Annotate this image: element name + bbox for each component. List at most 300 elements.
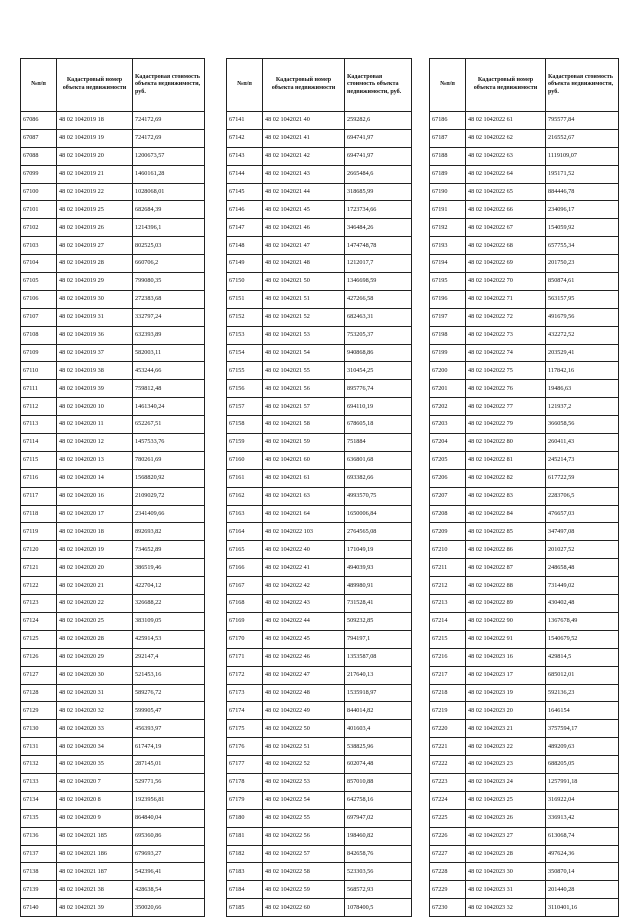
table-row — [430, 809, 619, 827]
cadastral-number: 48 02 1042022 40 — [263, 541, 345, 559]
row-number: 67212 — [430, 577, 466, 595]
cadastral-number: 48 02 1042022 50 — [263, 720, 345, 738]
cadastral-value: 117842,16 — [546, 362, 619, 380]
row-number: 67133 — [21, 773, 57, 791]
table-row — [430, 702, 619, 720]
cadastral-value: 795577,84 — [546, 112, 619, 130]
cadastral-number: 48 02 1042022 51 — [263, 738, 345, 756]
row-number: 67130 — [21, 720, 57, 738]
cadastral-number: 48 02 1042021 61 — [263, 469, 345, 487]
table-row — [21, 630, 205, 648]
cadastral-number: 48 02 1042020 32 — [57, 702, 133, 720]
table-row — [430, 434, 619, 452]
cadastral-number: 48 02 1042022 57 — [263, 845, 345, 863]
row-number: 67223 — [430, 773, 466, 791]
row-number: 67141 — [227, 112, 263, 130]
row-number: 67197 — [430, 308, 466, 326]
table-row — [21, 666, 205, 684]
cadastral-value: 201440,28 — [546, 881, 619, 899]
cadastral-value: 753205,37 — [345, 326, 412, 344]
table-row — [21, 827, 205, 845]
table-row — [21, 791, 205, 809]
table-row — [227, 899, 412, 917]
table-row — [227, 827, 412, 845]
cadastral-number: 48 02 1042021 45 — [263, 201, 345, 219]
row-number: 67140 — [21, 899, 57, 917]
table-row — [430, 416, 619, 434]
cadastral-number: 48 02 1042022 87 — [466, 559, 546, 577]
cadastral-number: 48 02 1042021 46 — [263, 219, 345, 237]
table-row — [430, 773, 619, 791]
cadastral-value: 657755,34 — [546, 237, 619, 255]
cadastral-number: 48 02 1042023 17 — [466, 666, 546, 684]
cadastral-number: 48 02 1042020 9 — [57, 809, 133, 827]
table-row — [227, 756, 412, 774]
table-row — [430, 165, 619, 183]
header-num: №п/п — [21, 59, 57, 112]
table-row — [430, 344, 619, 362]
header-cadastral: Кадастровый номер объекта недвижимости — [466, 59, 546, 112]
table-row — [430, 791, 619, 809]
table-row — [21, 756, 205, 774]
cadastral-number: 48 02 1042020 12 — [57, 434, 133, 452]
cadastral-number: 48 02 1042021 185 — [57, 827, 133, 845]
table-row — [21, 434, 205, 452]
cadastral-value: 272383,68 — [133, 290, 205, 308]
table-row — [430, 326, 619, 344]
cadastral-number: 48 02 1042019 37 — [57, 344, 133, 362]
cadastral-number: 48 02 1042022 67 — [466, 219, 546, 237]
cadastral-value: 599905,47 — [133, 702, 205, 720]
table-header-row — [430, 59, 619, 112]
cadastral-value: 422704,12 — [133, 577, 205, 595]
table-row — [21, 255, 205, 273]
row-number: 67153 — [227, 326, 263, 344]
cadastral-value: 1346698,59 — [345, 273, 412, 291]
row-number: 67221 — [430, 738, 466, 756]
table-row — [227, 809, 412, 827]
table-row — [21, 183, 205, 201]
cadastral-number: 48 02 1042021 51 — [263, 290, 345, 308]
row-number: 67125 — [21, 630, 57, 648]
cadastral-number: 48 02 1042021 50 — [263, 273, 345, 291]
cadastral-value: 316922,04 — [546, 791, 619, 809]
row-number: 67126 — [21, 648, 57, 666]
row-number: 67222 — [430, 756, 466, 774]
cadastral-number: 48 02 1042022 52 — [263, 756, 345, 774]
table-row — [227, 129, 412, 147]
table-row — [227, 451, 412, 469]
cadastral-value: 1367678,49 — [546, 612, 619, 630]
cadastral-number: 48 02 1042020 34 — [57, 738, 133, 756]
cadastral-value: 688205,05 — [546, 756, 619, 774]
row-number: 67088 — [21, 147, 57, 165]
row-number: 67151 — [227, 290, 263, 308]
table-row — [430, 630, 619, 648]
cadastral-value: 509232,85 — [345, 612, 412, 630]
row-number: 67119 — [21, 523, 57, 541]
table-row — [227, 201, 412, 219]
cadastral-value: 751884 — [345, 434, 412, 452]
cadastral-value: 217640,13 — [345, 666, 412, 684]
table-row — [227, 881, 412, 899]
cadastral-number: 48 02 1042021 58 — [263, 416, 345, 434]
table-row — [21, 881, 205, 899]
cadastral-value: 1078400,5 — [345, 899, 412, 917]
row-number: 67164 — [227, 523, 263, 541]
cadastral-value: 694110,19 — [345, 398, 412, 416]
table-row — [430, 756, 619, 774]
cadastral-value: 2109029,72 — [133, 487, 205, 505]
row-number: 67129 — [21, 702, 57, 720]
cadastral-value: 694741,97 — [345, 147, 412, 165]
table-row — [227, 523, 412, 541]
cadastral-number: 48 02 1042020 20 — [57, 559, 133, 577]
cadastral-value: 592136,23 — [546, 684, 619, 702]
row-number: 67215 — [430, 630, 466, 648]
row-number: 67107 — [21, 308, 57, 326]
cadastral-number: 48 02 1042021 57 — [263, 398, 345, 416]
cadastral-number: 48 02 1042022 70 — [466, 273, 546, 291]
table-row — [21, 899, 205, 917]
row-number: 67169 — [227, 612, 263, 630]
cadastral-value: 678605,18 — [345, 416, 412, 434]
row-number: 67176 — [227, 738, 263, 756]
cadastral-number: 48 02 1042021 186 — [57, 845, 133, 863]
cadastral-number: 48 02 1042019 27 — [57, 237, 133, 255]
table-row — [227, 541, 412, 559]
row-number: 67106 — [21, 290, 57, 308]
table-row — [21, 863, 205, 881]
cadastral-value: 642758,16 — [345, 791, 412, 809]
row-number: 67138 — [21, 863, 57, 881]
cadastral-value: 1461340,24 — [133, 398, 205, 416]
row-number: 67200 — [430, 362, 466, 380]
table-row — [21, 273, 205, 291]
cadastral-value: 326688,22 — [133, 595, 205, 613]
table-row — [227, 684, 412, 702]
cadastral-value: 1646154 — [546, 702, 619, 720]
table-row — [227, 326, 412, 344]
cadastral-value: 154059,92 — [546, 219, 619, 237]
cadastral-value: 489980,91 — [345, 577, 412, 595]
table-row — [227, 362, 412, 380]
cadastral-number: 48 02 1042022 103 — [263, 523, 345, 541]
row-number: 67210 — [430, 541, 466, 559]
cadastral-value: 3110401,16 — [546, 899, 619, 917]
cadastral-value: 1923956,81 — [133, 791, 205, 809]
table-row — [430, 362, 619, 380]
row-number: 67206 — [430, 469, 466, 487]
cadastral-number: 48 02 1042019 25 — [57, 201, 133, 219]
cadastral-table-1 — [20, 58, 205, 917]
cadastral-value: 884446,78 — [546, 183, 619, 201]
cadastral-number: 48 02 1042021 55 — [263, 362, 345, 380]
cadastral-value: 497624,36 — [546, 845, 619, 863]
cadastral-number: 48 02 1042023 16 — [466, 648, 546, 666]
cadastral-value: 679693,27 — [133, 845, 205, 863]
cadastral-value: 1540679,52 — [546, 630, 619, 648]
row-number: 67110 — [21, 362, 57, 380]
table-row — [21, 523, 205, 541]
cadastral-value: 582003,11 — [133, 344, 205, 362]
table-row — [21, 720, 205, 738]
row-number: 67144 — [227, 165, 263, 183]
cadastral-number: 48 02 1042020 16 — [57, 487, 133, 505]
table-row — [227, 863, 412, 881]
cadastral-value: 724172,69 — [133, 129, 205, 147]
cadastral-table-3 — [429, 58, 619, 917]
cadastral-value: 521453,16 — [133, 666, 205, 684]
cadastral-value: 259282,6 — [345, 112, 412, 130]
cadastral-number: 48 02 1042020 29 — [57, 648, 133, 666]
cadastral-number: 48 02 1042022 75 — [466, 362, 546, 380]
cadastral-number: 48 02 1042020 8 — [57, 791, 133, 809]
row-number: 67195 — [430, 273, 466, 291]
cadastral-number: 48 02 1042021 60 — [263, 451, 345, 469]
table-row — [227, 147, 412, 165]
table-row — [21, 702, 205, 720]
row-number: 67177 — [227, 756, 263, 774]
table-row — [227, 559, 412, 577]
cadastral-value: 682463,31 — [345, 308, 412, 326]
cadastral-number: 48 02 1042019 29 — [57, 273, 133, 291]
table-row — [227, 738, 412, 756]
cadastral-number: 48 02 1042023 32 — [466, 899, 546, 917]
cadastral-value: 636801,68 — [345, 451, 412, 469]
cadastral-number: 48 02 1042022 53 — [263, 773, 345, 791]
table-row — [430, 559, 619, 577]
table-row — [227, 165, 412, 183]
cadastral-number: 48 02 1042019 36 — [57, 326, 133, 344]
cadastral-number: 48 02 1042022 56 — [263, 827, 345, 845]
header-value: Кадастровая стоимость объекта недвижимости, руб. — [133, 59, 205, 112]
cadastral-number: 48 02 1042022 88 — [466, 577, 546, 595]
row-number: 67104 — [21, 255, 57, 273]
table-row — [430, 720, 619, 738]
cadastral-number: 48 02 1042019 19 — [57, 129, 133, 147]
table-row — [21, 308, 205, 326]
cadastral-value: 310454,25 — [345, 362, 412, 380]
cadastral-number: 48 02 1042021 38 — [57, 881, 133, 899]
row-number: 67117 — [21, 487, 57, 505]
cadastral-table-2 — [226, 58, 412, 917]
cadastral-value: 121937,2 — [546, 398, 619, 416]
cadastral-value: 780261,69 — [133, 451, 205, 469]
cadastral-value: 456393,97 — [133, 720, 205, 738]
cadastral-value: 1535918,97 — [345, 684, 412, 702]
row-number: 67099 — [21, 165, 57, 183]
cadastral-number: 48 02 1042022 54 — [263, 791, 345, 809]
table-row — [430, 183, 619, 201]
row-number: 67158 — [227, 416, 263, 434]
row-number: 67145 — [227, 183, 263, 201]
cadastral-number: 48 02 1042023 30 — [466, 863, 546, 881]
table-row — [430, 451, 619, 469]
table-row — [21, 416, 205, 434]
table-row — [227, 308, 412, 326]
cadastral-value: 1257991,18 — [546, 773, 619, 791]
table-row — [227, 398, 412, 416]
cadastral-value: 336913,42 — [546, 809, 619, 827]
table-row — [21, 451, 205, 469]
cadastral-number: 48 02 1042020 11 — [57, 416, 133, 434]
cadastral-number: 48 02 1042020 14 — [57, 469, 133, 487]
cadastral-number: 48 02 1042021 187 — [57, 863, 133, 881]
row-number: 67179 — [227, 791, 263, 809]
cadastral-number: 48 02 1042022 91 — [466, 630, 546, 648]
cadastral-number: 48 02 1042022 73 — [466, 326, 546, 344]
row-number: 67219 — [430, 702, 466, 720]
table-row — [21, 344, 205, 362]
cadastral-value: 892693,82 — [133, 523, 205, 541]
cadastral-value: 401603,4 — [345, 720, 412, 738]
cadastral-value: 1028068,01 — [133, 183, 205, 201]
row-number: 67167 — [227, 577, 263, 595]
row-number: 67178 — [227, 773, 263, 791]
table-row — [430, 845, 619, 863]
row-number: 67159 — [227, 434, 263, 452]
table-row — [227, 255, 412, 273]
table-row — [430, 219, 619, 237]
cadastral-value: 4993570,75 — [345, 487, 412, 505]
cadastral-value: 1212017,7 — [345, 255, 412, 273]
cadastral-number: 48 02 1042023 19 — [466, 684, 546, 702]
cadastral-value: 1353587,08 — [345, 648, 412, 666]
table-row — [227, 702, 412, 720]
table-row — [430, 648, 619, 666]
cadastral-number: 48 02 1042019 39 — [57, 380, 133, 398]
table-row — [21, 845, 205, 863]
cadastral-number: 48 02 1042023 27 — [466, 827, 546, 845]
row-number: 67187 — [430, 129, 466, 147]
row-number: 67214 — [430, 612, 466, 630]
cadastral-number: 48 02 1042021 56 — [263, 380, 345, 398]
cadastral-number: 48 02 1042022 44 — [263, 612, 345, 630]
table-row — [430, 612, 619, 630]
row-number: 67124 — [21, 612, 57, 630]
table-row — [21, 541, 205, 559]
table-header-row — [21, 59, 205, 112]
cadastral-number: 48 02 1042021 52 — [263, 308, 345, 326]
cadastral-number: 48 02 1042020 10 — [57, 398, 133, 416]
row-number: 67168 — [227, 595, 263, 613]
cadastral-number: 48 02 1042022 63 — [466, 147, 546, 165]
row-number: 67166 — [227, 559, 263, 577]
cadastral-number: 48 02 1042022 58 — [263, 863, 345, 881]
table-row — [21, 290, 205, 308]
row-number: 67147 — [227, 219, 263, 237]
row-number: 67190 — [430, 183, 466, 201]
row-number: 67118 — [21, 505, 57, 523]
row-number: 67230 — [430, 899, 466, 917]
cadastral-number: 48 02 1042019 21 — [57, 165, 133, 183]
cadastral-value: 383109,05 — [133, 612, 205, 630]
row-number: 67122 — [21, 577, 57, 595]
cadastral-value: 494039,93 — [345, 559, 412, 577]
cadastral-number: 48 02 1042021 64 — [263, 505, 345, 523]
table-row — [430, 273, 619, 291]
cadastral-value: 287145,01 — [133, 756, 205, 774]
table-row — [430, 255, 619, 273]
cadastral-number: 48 02 1042021 42 — [263, 147, 345, 165]
table-row — [227, 505, 412, 523]
table-row — [21, 648, 205, 666]
row-number: 67086 — [21, 112, 57, 130]
row-number: 67162 — [227, 487, 263, 505]
row-number: 67128 — [21, 684, 57, 702]
row-number: 67182 — [227, 845, 263, 863]
cadastral-value: 195171,52 — [546, 165, 619, 183]
table-row — [430, 577, 619, 595]
cadastral-value: 617722,59 — [546, 469, 619, 487]
row-number: 67228 — [430, 863, 466, 881]
table-row — [430, 666, 619, 684]
cadastral-value: 695360,86 — [133, 827, 205, 845]
table-row — [227, 112, 412, 130]
table-row — [430, 308, 619, 326]
cadastral-value: 568572,93 — [345, 881, 412, 899]
table-row — [227, 290, 412, 308]
cadastral-number: 48 02 1042020 18 — [57, 523, 133, 541]
row-number: 67114 — [21, 434, 57, 452]
row-number: 67127 — [21, 666, 57, 684]
cadastral-number: 48 02 1042021 40 — [263, 112, 345, 130]
row-number: 67142 — [227, 129, 263, 147]
cadastral-number: 48 02 1042023 21 — [466, 720, 546, 738]
cadastral-value: 260411,43 — [546, 434, 619, 452]
cadastral-number: 48 02 1042023 20 — [466, 702, 546, 720]
table-row — [430, 129, 619, 147]
cadastral-number: 48 02 1042022 83 — [466, 487, 546, 505]
row-number: 67149 — [227, 255, 263, 273]
row-number: 67143 — [227, 147, 263, 165]
cadastral-value: 523303,56 — [345, 863, 412, 881]
table-row — [430, 290, 619, 308]
row-number: 67188 — [430, 147, 466, 165]
cadastral-number: 48 02 1042021 44 — [263, 183, 345, 201]
cadastral-value: 694741,97 — [345, 129, 412, 147]
cadastral-number: 48 02 1042022 59 — [263, 881, 345, 899]
cadastral-value: 794197,1 — [345, 630, 412, 648]
cadastral-number: 48 02 1042020 31 — [57, 684, 133, 702]
table-row — [430, 487, 619, 505]
row-number: 67205 — [430, 451, 466, 469]
row-number: 67181 — [227, 827, 263, 845]
table-row — [227, 577, 412, 595]
cadastral-number: 48 02 1042022 69 — [466, 255, 546, 273]
table-row — [21, 326, 205, 344]
row-number: 67163 — [227, 505, 263, 523]
cadastral-value: 350870,14 — [546, 863, 619, 881]
cadastral-number: 48 02 1042022 89 — [466, 595, 546, 613]
cadastral-value: 731449,02 — [546, 577, 619, 595]
cadastral-number: 48 02 1042022 81 — [466, 451, 546, 469]
cadastral-number: 48 02 1042020 22 — [57, 595, 133, 613]
row-number: 67225 — [430, 809, 466, 827]
row-number: 67115 — [21, 451, 57, 469]
row-number: 67112 — [21, 398, 57, 416]
table-row — [227, 666, 412, 684]
row-number: 67172 — [227, 666, 263, 684]
cadastral-number: 48 02 1042022 76 — [466, 380, 546, 398]
cadastral-value: 844014,82 — [345, 702, 412, 720]
cadastral-value: 346484,26 — [345, 219, 412, 237]
cadastral-value: 589276,72 — [133, 684, 205, 702]
table-row — [21, 147, 205, 165]
cadastral-number: 48 02 1042019 20 — [57, 147, 133, 165]
table-row — [430, 595, 619, 613]
